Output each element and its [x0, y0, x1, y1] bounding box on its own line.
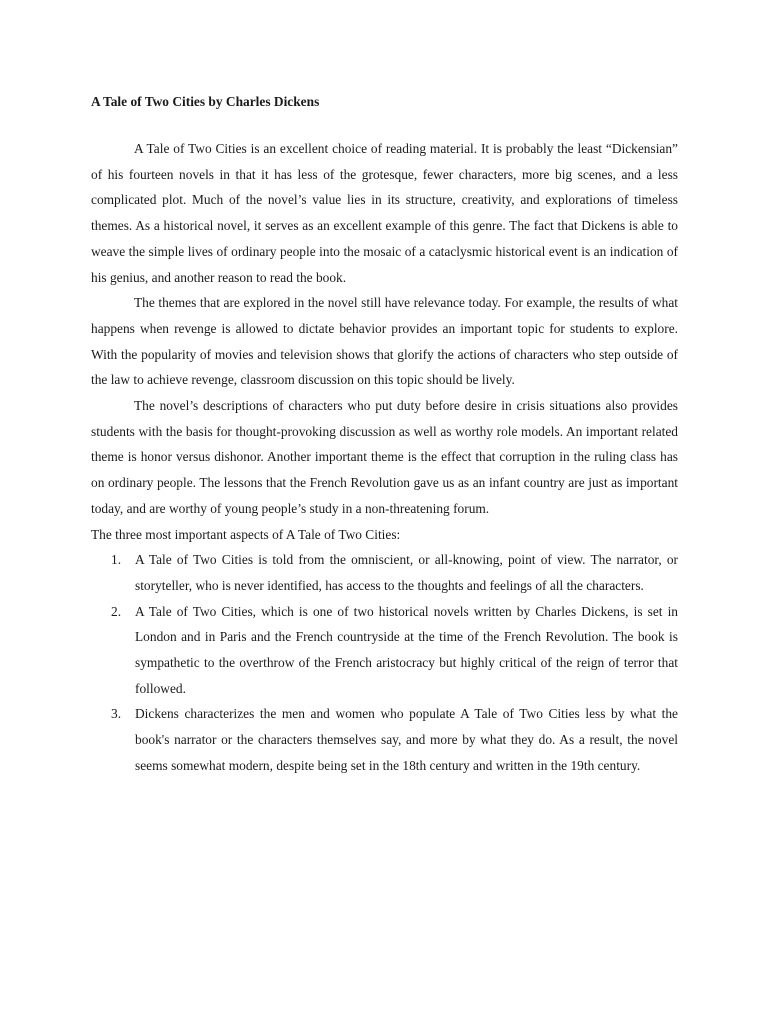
list-item-text: A Tale of Two Cities, which is one of two historical novels written by Charles Dickens, is set in London and in Paris and the French countryside at the time of the French Revolution. The book is sympathetic to the overthrow of the French aristocracy but highly critical of the reign of terror that followed.: [135, 603, 678, 696]
list-item-number: 1.: [111, 552, 122, 568]
list-intro: The three most important aspects of A Tale of Two Cities:: [91, 526, 401, 542]
aspects-list: [91, 547, 678, 778]
list-item-number: 2.: [111, 603, 122, 619]
list-item-number: 3.: [111, 706, 122, 722]
list-item: [91, 599, 678, 702]
paragraph-intro: A Tale of Two Cities is an excellent choice of reading material. It is probably the least “Dickensian” of his fourteen novels in that it has less of the grotesque, fewer characters, more big scenes, and a less complicated plot. Much of the novel’s value lies in its structure, creativity, and explorations of timeless themes. As a historical novel, it serves as an excellent example of this genre. The fact that Dickens is able to weave the simple lives of ordinary people into the mosaic of a cataclysmic historical event is an indication of his genius, and another reason to read the book.: [91, 141, 678, 285]
paragraph-duty: The novel’s descriptions of characters who put duty before desire in crisis situations also provides students with the basis for thought-provoking discussion as well as worthy role models. An important related theme is honor versus dishonor. Another important theme is the effect that corruption in the ruling class has on ordinary people. The lessons that the French Revolution gave us as an infant country are just as important today, and are worthy of young people’s study in a non-threatening forum.: [91, 398, 678, 516]
list-item-text: Dickens characterizes the men and women who populate A Tale of Two Cities less by what the book's narrator or the characters themselves say, and more by what they do. As a result, the novel seems somewhat modern, despite being set in the 18th century and written in the 19th century.: [135, 706, 678, 773]
document-page: [91, 92, 678, 779]
list-item: [91, 547, 678, 598]
list-item: [91, 701, 678, 778]
list-item-text: A Tale of Two Cities is told from the omniscient, or all-knowing, point of view. The narrator, or storyteller, who is never identified, has access to the thoughts and feelings of all the characters.: [135, 552, 678, 593]
paragraph-themes: The themes that are explored in the novel still have relevance today. For example, the results of what happens when revenge is allowed to dictate behavior provides an important topic for students to explore. With the popularity of movies and television shows that glorify the actions of characters who step outside of the law to achieve revenge, classroom discussion on this topic should be lively.: [91, 295, 678, 388]
document-title: A Tale of Two Cities by Charles Dickens: [91, 94, 320, 109]
